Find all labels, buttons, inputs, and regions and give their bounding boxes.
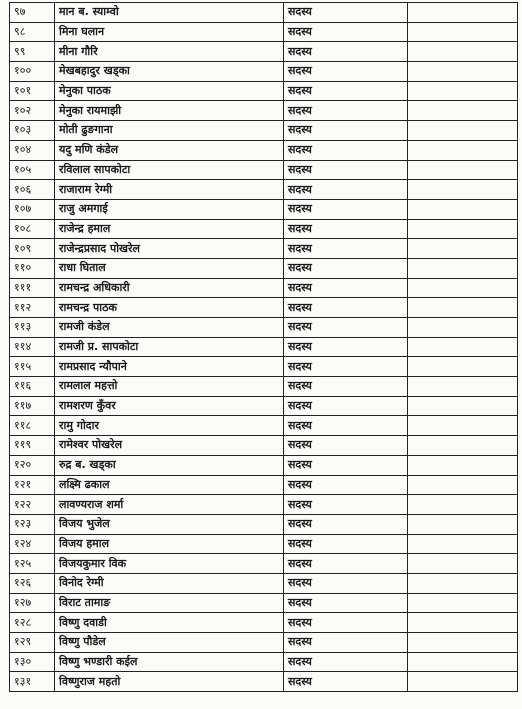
table-row bbox=[10, 258, 518, 278]
member-name-cell: विष्णु दवाडी bbox=[55, 613, 284, 633]
table-row bbox=[10, 416, 518, 436]
member-name-cell: मेखबहादुर खड्का bbox=[55, 62, 284, 82]
member-name-cell: मिना घलान bbox=[55, 22, 284, 42]
member-role-cell: सदस्य bbox=[284, 377, 408, 397]
serial-number-cell: ११५ bbox=[10, 357, 55, 377]
serial-number-cell: १११ bbox=[10, 278, 55, 298]
table-row bbox=[10, 436, 518, 456]
serial-number-cell: १२० bbox=[10, 455, 55, 475]
blank-cell bbox=[408, 42, 518, 62]
member-role-cell: सदस्य bbox=[284, 318, 408, 338]
blank-cell bbox=[408, 337, 518, 357]
member-role-cell: सदस्य bbox=[284, 22, 408, 42]
table-row bbox=[10, 140, 518, 160]
table-row bbox=[10, 652, 518, 672]
member-role-cell: सदस्य bbox=[284, 652, 408, 672]
member-role-cell: सदस्य bbox=[284, 101, 408, 121]
serial-number-cell: १०२ bbox=[10, 101, 55, 121]
serial-number-cell: ११७ bbox=[10, 396, 55, 416]
table-row bbox=[10, 3, 518, 23]
member-role-cell: सदस्य bbox=[284, 278, 408, 298]
blank-cell bbox=[408, 436, 518, 456]
table-row bbox=[10, 62, 518, 82]
blank-cell bbox=[408, 140, 518, 160]
member-name-cell: मोती ढुङगाना bbox=[55, 121, 284, 141]
member-role-cell: सदस्य bbox=[284, 298, 408, 318]
serial-number-cell: १०५ bbox=[10, 160, 55, 180]
member-name-cell: रामजी प्र. सापकोटा bbox=[55, 337, 284, 357]
serial-number-cell: ९९ bbox=[10, 42, 55, 62]
member-role-cell: सदस्य bbox=[284, 554, 408, 574]
blank-cell bbox=[408, 357, 518, 377]
table-row bbox=[10, 278, 518, 298]
blank-cell bbox=[408, 593, 518, 613]
blank-cell bbox=[408, 495, 518, 515]
member-role-cell: सदस्य bbox=[284, 81, 408, 101]
member-name-cell: यदु मणि कंडेल bbox=[55, 140, 284, 160]
serial-number-cell: १०६ bbox=[10, 180, 55, 200]
blank-cell bbox=[408, 258, 518, 278]
member-role-cell: सदस्य bbox=[284, 495, 408, 515]
table-row bbox=[10, 633, 518, 653]
member-role-cell: सदस्य bbox=[284, 258, 408, 278]
member-name-cell: राजेन्द्रप्रसाद पोखरेल bbox=[55, 239, 284, 259]
table-row bbox=[10, 593, 518, 613]
serial-number-cell: ११८ bbox=[10, 416, 55, 436]
member-role-cell: सदस्य bbox=[284, 633, 408, 653]
table-row bbox=[10, 22, 518, 42]
blank-cell bbox=[408, 81, 518, 101]
member-name-cell: मीना गौरि bbox=[55, 42, 284, 62]
member-name-cell: रामशरण कुँवर bbox=[55, 396, 284, 416]
blank-cell bbox=[408, 3, 518, 23]
serial-number-cell: १२७ bbox=[10, 593, 55, 613]
serial-number-cell: १२३ bbox=[10, 514, 55, 534]
member-name-cell: विराट तामाङ bbox=[55, 593, 284, 613]
blank-cell bbox=[408, 160, 518, 180]
member-role-cell: सदस्य bbox=[284, 416, 408, 436]
member-role-cell: सदस्य bbox=[284, 534, 408, 554]
blank-cell bbox=[408, 318, 518, 338]
blank-cell bbox=[408, 475, 518, 495]
serial-number-cell: ११६ bbox=[10, 377, 55, 397]
serial-number-cell: १२४ bbox=[10, 534, 55, 554]
table-row bbox=[10, 298, 518, 318]
serial-number-cell: ११३ bbox=[10, 318, 55, 338]
serial-number-cell: १२१ bbox=[10, 475, 55, 495]
table-row bbox=[10, 613, 518, 633]
member-name-cell: रविलाल सापकोटा bbox=[55, 160, 284, 180]
serial-number-cell: १२५ bbox=[10, 554, 55, 574]
table-row bbox=[10, 180, 518, 200]
blank-cell bbox=[408, 416, 518, 436]
member-name-cell: राजु अमगाई bbox=[55, 199, 284, 219]
member-name-cell: विष्णुराज महतो bbox=[55, 672, 284, 692]
blank-cell bbox=[408, 396, 518, 416]
blank-cell bbox=[408, 613, 518, 633]
blank-cell bbox=[408, 377, 518, 397]
blank-cell bbox=[408, 554, 518, 574]
member-name-cell: राजेन्द्र हमाल bbox=[55, 219, 284, 239]
member-name-cell: लावण्यराज शर्मा bbox=[55, 495, 284, 515]
serial-number-cell: १०७ bbox=[10, 199, 55, 219]
serial-number-cell: ११२ bbox=[10, 298, 55, 318]
serial-number-cell: १२९ bbox=[10, 633, 55, 653]
member-role-cell: सदस्य bbox=[284, 121, 408, 141]
blank-cell bbox=[408, 514, 518, 534]
table-row bbox=[10, 101, 518, 121]
member-role-cell: सदस्य bbox=[284, 337, 408, 357]
serial-number-cell: १०८ bbox=[10, 219, 55, 239]
member-role-cell: सदस्य bbox=[284, 180, 408, 200]
serial-number-cell: ११० bbox=[10, 258, 55, 278]
member-name-cell: रामेश्वर पोखरेल bbox=[55, 436, 284, 456]
table-row bbox=[10, 475, 518, 495]
member-role-cell: सदस्य bbox=[284, 436, 408, 456]
member-table bbox=[9, 2, 518, 692]
member-name-cell: राजाराम रेग्मी bbox=[55, 180, 284, 200]
member-name-cell: रामचन्द्र पाठक bbox=[55, 298, 284, 318]
table-row bbox=[10, 495, 518, 515]
member-role-cell: सदस्य bbox=[284, 514, 408, 534]
blank-cell bbox=[408, 278, 518, 298]
table-row bbox=[10, 573, 518, 593]
blank-cell bbox=[408, 298, 518, 318]
member-role-cell: सदस्य bbox=[284, 42, 408, 62]
member-name-cell: मान ब. स्याम्वो bbox=[55, 3, 284, 23]
table-row bbox=[10, 514, 518, 534]
blank-cell bbox=[408, 672, 518, 692]
serial-number-cell: १३१ bbox=[10, 672, 55, 692]
table-row bbox=[10, 396, 518, 416]
member-name-cell: विष्णु पौडेल bbox=[55, 633, 284, 653]
table-row bbox=[10, 672, 518, 692]
blank-cell bbox=[408, 101, 518, 121]
blank-cell bbox=[408, 121, 518, 141]
blank-cell bbox=[408, 633, 518, 653]
table-row bbox=[10, 534, 518, 554]
table-row bbox=[10, 160, 518, 180]
member-role-cell: सदस्य bbox=[284, 672, 408, 692]
member-name-cell: रुद्र ब. खड्का bbox=[55, 455, 284, 475]
table-row bbox=[10, 199, 518, 219]
member-role-cell: सदस्य bbox=[284, 199, 408, 219]
member-name-cell: राधा घिताल bbox=[55, 258, 284, 278]
blank-cell bbox=[408, 62, 518, 82]
table-row bbox=[10, 337, 518, 357]
member-role-cell: सदस्य bbox=[284, 573, 408, 593]
table-row bbox=[10, 239, 518, 259]
member-role-cell: सदस्य bbox=[284, 3, 408, 23]
member-role-cell: सदस्य bbox=[284, 239, 408, 259]
member-table-body bbox=[10, 3, 518, 692]
serial-number-cell: १०४ bbox=[10, 140, 55, 160]
member-name-cell: विष्णु भण्डारी कईल bbox=[55, 652, 284, 672]
serial-number-cell: ९८ bbox=[10, 22, 55, 42]
member-name-cell: लक्ष्मि ढकाल bbox=[55, 475, 284, 495]
member-name-cell: रामु गोदार bbox=[55, 416, 284, 436]
member-name-cell: विजयकुमार विक bbox=[55, 554, 284, 574]
blank-cell bbox=[408, 219, 518, 239]
table-row bbox=[10, 357, 518, 377]
serial-number-cell: १०१ bbox=[10, 81, 55, 101]
table-row bbox=[10, 81, 518, 101]
member-name-cell: मेनुका रायमाझी bbox=[55, 101, 284, 121]
member-name-cell: विनोद रेग्मी bbox=[55, 573, 284, 593]
member-name-cell: विजय भुजेल bbox=[55, 514, 284, 534]
table-row bbox=[10, 318, 518, 338]
table-row bbox=[10, 219, 518, 239]
blank-cell bbox=[408, 534, 518, 554]
serial-number-cell: १०० bbox=[10, 62, 55, 82]
member-role-cell: सदस्य bbox=[284, 160, 408, 180]
serial-number-cell: ११९ bbox=[10, 436, 55, 456]
member-role-cell: सदस्य bbox=[284, 140, 408, 160]
blank-cell bbox=[408, 455, 518, 475]
serial-number-cell: १०९ bbox=[10, 239, 55, 259]
member-name-cell: विजय हमाल bbox=[55, 534, 284, 554]
table-row bbox=[10, 121, 518, 141]
serial-number-cell: १३० bbox=[10, 652, 55, 672]
table-row bbox=[10, 455, 518, 475]
blank-cell bbox=[408, 199, 518, 219]
member-role-cell: सदस्य bbox=[284, 455, 408, 475]
serial-number-cell: ११४ bbox=[10, 337, 55, 357]
blank-cell bbox=[408, 180, 518, 200]
member-name-cell: रामप्रसाद न्यौपाने bbox=[55, 357, 284, 377]
blank-cell bbox=[408, 239, 518, 259]
table-row bbox=[10, 377, 518, 397]
serial-number-cell: ९७ bbox=[10, 3, 55, 23]
member-name-cell: मेनुका पाठक bbox=[55, 81, 284, 101]
blank-cell bbox=[408, 22, 518, 42]
serial-number-cell: १२६ bbox=[10, 573, 55, 593]
member-role-cell: सदस्य bbox=[284, 357, 408, 377]
member-role-cell: सदस्य bbox=[284, 396, 408, 416]
blank-cell bbox=[408, 652, 518, 672]
member-role-cell: सदस्य bbox=[284, 62, 408, 82]
blank-cell bbox=[408, 573, 518, 593]
table-row bbox=[10, 42, 518, 62]
member-name-cell: रामचन्द्र अधिकारी bbox=[55, 278, 284, 298]
serial-number-cell: १२२ bbox=[10, 495, 55, 515]
serial-number-cell: १०३ bbox=[10, 121, 55, 141]
member-role-cell: सदस्य bbox=[284, 613, 408, 633]
member-role-cell: सदस्य bbox=[284, 593, 408, 613]
member-role-cell: सदस्य bbox=[284, 219, 408, 239]
member-name-cell: रामजी कंडेल bbox=[55, 318, 284, 338]
table-row bbox=[10, 554, 518, 574]
member-role-cell: सदस्य bbox=[284, 475, 408, 495]
serial-number-cell: १२८ bbox=[10, 613, 55, 633]
member-name-cell: रामलाल महत्तो bbox=[55, 377, 284, 397]
